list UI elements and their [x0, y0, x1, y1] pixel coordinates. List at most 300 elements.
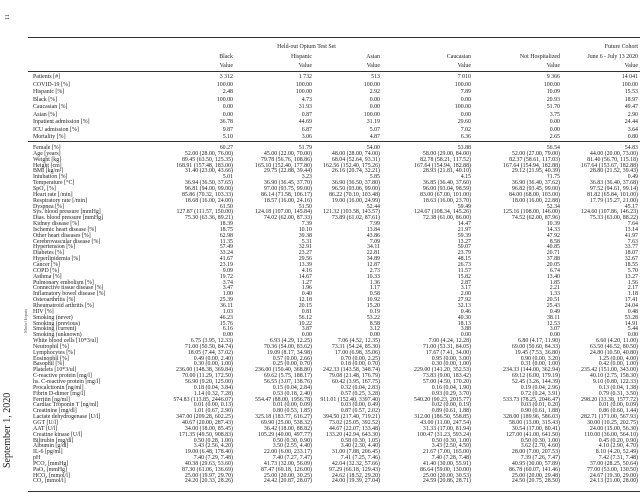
cell-value: 24.13 (21.00, 28.00): [589, 478, 638, 485]
cell-value: 0.49: [627, 174, 638, 181]
cell-value: 6.93 (4.29, 12.25): [269, 338, 312, 345]
cell-value: 0.89 (0.61, 1.88): [431, 408, 471, 415]
cell-value: 42.04 (32.32, 57.66): [331, 460, 380, 467]
cell-value: 5.44: [627, 326, 638, 333]
row-label: Dias. blood pressure [mmHg]: [33, 215, 104, 222]
cell-value: 85.86 (70.32, 103.33): [181, 191, 233, 198]
cell-value: 33.77: [624, 244, 638, 251]
cell-value: 4.73: [301, 96, 312, 103]
cell-value: 52.44: [366, 203, 380, 210]
cell-value: 0.57 (0.25, 3.28): [340, 390, 380, 397]
column-subheader: Value: [457, 63, 471, 69]
cell-value: 4.87: [369, 134, 380, 140]
cell-value: 10.33: [366, 273, 380, 280]
row-label: Asian [%]: [33, 111, 58, 118]
row-label: Diabetes [%]: [33, 250, 64, 257]
cell-value: 73.83 (9.00, 183.42): [422, 373, 471, 380]
cell-value: 57.49: [219, 244, 233, 251]
row-label: Cerebrovascular disease [%]: [33, 238, 101, 245]
column-header: Black: [219, 54, 233, 60]
cell-value: 1.17: [369, 285, 380, 292]
cell-value: 18.63 (16.00, 23.70): [422, 197, 471, 204]
cell-value: 236.00 (148.38, 369.84): [176, 367, 233, 374]
cell-value: 100.00: [621, 81, 638, 88]
cell-value: 540.20 (90.23, 2015.77): [414, 396, 471, 403]
cell-value: 5.01: [222, 174, 233, 181]
row-label: Smoking (never): [33, 314, 73, 321]
cell-value: 71.00 (53.31, 84.05): [422, 343, 471, 350]
cell-value: 1.27: [301, 279, 312, 286]
cell-value: 9.10 (0.80, 122.33): [592, 379, 638, 385]
cell-value: 0.80 (0.53, 1.85): [272, 408, 312, 415]
cell-value: 7.42 (7.31, 7.48): [598, 455, 638, 462]
row-label: COVID-19 [%]: [33, 81, 70, 88]
cell-value: 124.67 (108.34, 145.26): [414, 209, 471, 216]
cell-value: 77.00 (53.00, 130.50): [586, 466, 638, 473]
cell-value: 53.88: [457, 145, 471, 151]
cell-value: 62.98: [219, 232, 233, 239]
cell-value: 56.90 (9.20, 125.00): [184, 379, 233, 385]
cell-value: 282.71 (171.00, 567.93): [581, 414, 638, 421]
cell-value: 3.17: [460, 285, 471, 292]
row-label: GGT [U/l]: [33, 419, 58, 426]
cell-value: 96.50 (93.06, 99.00): [331, 185, 380, 192]
cell-value: 28.93 (21.81, 40.10): [422, 168, 471, 175]
row-label: Bilirubin [mg/dl]: [33, 437, 74, 444]
row-label: Ischemic heart disease [%]: [33, 226, 97, 233]
cell-value: 7.39: [301, 221, 312, 228]
cell-value: 11.57: [457, 267, 471, 274]
cell-value: 74.52 (62.00, 87.96): [511, 215, 560, 222]
cell-value: 8.10 (4.20, 52.49): [595, 449, 638, 456]
cell-value: 32.91: [298, 244, 312, 251]
cell-value: 4.15: [460, 174, 471, 181]
cell-value: 27.92: [457, 297, 471, 304]
cell-value: 1.03: [222, 308, 233, 315]
cell-value: 29.75 (22.88, 39.44): [263, 168, 312, 175]
row-label: Female [%]: [33, 145, 61, 151]
cell-value: 110.00 (36.00, 564.10): [584, 431, 638, 438]
cell-value: 15.76: [219, 320, 233, 327]
row-label: Heart rate [/min]: [33, 191, 73, 198]
cell-value: 298.20 (33.38, 1577.72): [581, 396, 638, 403]
cell-value: 36.78: [219, 119, 233, 125]
row-label: Hyperlipidemia [%]: [33, 256, 81, 263]
cell-value: 36.42 (18.00, 88.82): [263, 425, 312, 432]
cell-value: 60.27: [219, 145, 233, 151]
cell-value: 3 312: [219, 74, 233, 80]
cell-value: 60.42 (3.95, 167.75): [331, 379, 380, 385]
cell-value: 59.49: [457, 203, 471, 210]
cell-value: 513: [371, 74, 380, 80]
cell-value: 41.73 (32.00, 56.09): [263, 460, 312, 467]
cell-value: 7.89: [460, 89, 471, 95]
row-label: Kidney disease [%]: [33, 221, 80, 228]
table-row: [0, 74, 640, 80]
cell-value: 394.50 (217.40, 719.21): [323, 414, 380, 421]
cell-value: 24.62 (18.52, 29.20): [331, 472, 380, 479]
cell-value: 24.50 (20.75, 28.50): [511, 478, 560, 485]
cell-value: 32.13: [457, 302, 471, 309]
cell-value: 2.92: [369, 89, 380, 95]
cell-value: 13.84: [366, 226, 380, 233]
cell-value: 20.15: [298, 302, 312, 309]
cell-value: 18.07: [624, 250, 638, 257]
cell-value: 0.00: [222, 332, 233, 339]
row-label: White blood cells [10*3/ul]: [33, 338, 98, 345]
cell-value: 30.54 (17.00, 80.41): [511, 425, 560, 432]
cell-value: 0.49: [549, 308, 560, 315]
cell-value: 0.32 (0.04, 2.83): [340, 384, 380, 391]
cell-value: 44.69: [298, 119, 312, 125]
column-subheader: Value: [219, 63, 233, 69]
cell-value: 1.14 (0.32, 7.28): [193, 390, 233, 397]
cell-value: 0.00: [222, 104, 233, 110]
cell-value: 87.30 (61.06, 136.69): [181, 466, 233, 473]
cell-value: 0.53 (0.18, 2.40): [272, 390, 312, 397]
cell-value: 34.11: [366, 244, 380, 251]
cell-value: 25.43: [546, 302, 560, 309]
cell-value: 0.00: [627, 332, 638, 339]
cell-value: 21.97: [457, 226, 471, 233]
cell-value: 97.29 (66.18, 129.43): [328, 466, 380, 473]
cell-value: 84.00 (68.00, 103.00): [508, 191, 560, 198]
cell-value: 3.64: [627, 126, 638, 133]
row-label: Platelets [10*3/ul]: [33, 367, 77, 374]
cell-value: 3.43 (2.56, 4.20): [193, 443, 233, 450]
cell-value: 26.16 (20.74, 32.21): [331, 168, 380, 175]
cell-value: 7.41 (7.25, 7.46): [340, 455, 380, 462]
row-label: pH: [33, 455, 41, 462]
cell-value: 0.01 (0.00, 0.13): [193, 402, 233, 409]
cell-value: 236.00 (150.40, 368.80): [255, 367, 312, 374]
row-label: HIV [%]: [33, 308, 54, 315]
cell-value: 29.12 (21.95, 40.39): [511, 168, 560, 175]
cell-value: 19.00 (16.00, 24.99): [331, 197, 380, 204]
cell-value: 36.83 (36.40, 37.68): [589, 180, 638, 187]
cell-value: 5.85: [369, 174, 380, 181]
cell-value: 9.87: [222, 126, 233, 133]
future-cohort-range: June 6 - July 13 2020: [587, 54, 638, 60]
cell-value: 0.16 (0.04, 1.90): [431, 384, 471, 391]
cell-value: 0.31 (0.00, 1.00): [520, 361, 560, 368]
cell-value: 70.00 (11.29, 172.50): [182, 373, 233, 380]
cell-value: 13.27: [624, 273, 638, 280]
cell-value: 44.67 (22.07, 133.48): [328, 425, 380, 432]
column-subheader: Value: [366, 63, 380, 69]
cell-value: 52.34: [546, 203, 560, 210]
cell-value: 40.30: [457, 314, 471, 321]
row-label: Albumin [g/dl]: [33, 443, 69, 450]
column-header: Caucasian: [446, 54, 471, 60]
cell-value: 49.47: [624, 104, 638, 110]
cell-value: 29.60: [457, 119, 471, 125]
section-label-model-inputs: Model Inputs: [23, 308, 28, 333]
cell-value: 19.00 (6.48, 178.40): [184, 449, 233, 456]
cell-value: 167.64 (154.94, 182.88): [503, 162, 560, 169]
table-row: [0, 478, 640, 484]
cell-value: 0.00: [301, 332, 312, 339]
cell-value: 21.67 (7.00, 165.00): [422, 449, 471, 456]
cell-value: 52.00 (28.00, 76.00): [184, 150, 233, 157]
cell-value: 7.00 (4.24, 12.28): [428, 338, 471, 345]
cell-value: 7.06 (4.52, 12.35): [337, 338, 380, 345]
cell-value: 87.47 (60.18, 126.00): [260, 466, 312, 473]
cell-value: 45.00 (22.00, 70.00): [263, 150, 312, 157]
cell-value: 53.22: [366, 314, 380, 321]
cell-value: 3.40 (2.30, 4.40): [340, 443, 380, 450]
row-label: Asthma [%]: [33, 273, 62, 280]
cell-value: 11.35: [219, 238, 233, 245]
cell-value: 19.09 (8.17, 34.98): [266, 349, 312, 356]
cell-value: 1.01 (0.67, 2.90): [193, 408, 233, 415]
cell-value: 37.88: [546, 256, 560, 263]
cell-value: 3.47: [222, 285, 233, 292]
cell-value: 0.50 (0.30, 0.90): [272, 437, 312, 444]
row-label: Respiratory rate [/min]: [33, 197, 87, 204]
cell-value: 5.07: [369, 126, 380, 133]
row-label: Hispanic [%]: [33, 89, 65, 95]
cell-value: 100.00: [295, 81, 312, 88]
cell-value: 17.41: [624, 297, 638, 304]
cell-value: 97.52 (94.61, 99.14): [589, 185, 638, 192]
cell-value: 3.12: [369, 326, 380, 333]
cell-value: 0.87 (0.57, 2.02): [340, 408, 380, 415]
cell-value: 3.43 (2.50, 4.50): [431, 443, 471, 450]
row-label: Dyspnea [%]: [33, 203, 64, 210]
cell-value: 0.72 (0.24, 3.91): [520, 390, 560, 397]
cell-value: 3.07: [549, 326, 560, 333]
cell-value: 0.50 (0.30, 1.00): [431, 437, 471, 444]
row-label: SpO₂ [%]: [33, 185, 56, 192]
row-label: Smoking (previous): [33, 320, 80, 327]
row-label: COPD [%]: [33, 267, 60, 274]
cell-value: 20.93: [546, 96, 560, 103]
cell-value: 17.79 (15.27, 21.00): [589, 197, 638, 204]
column-header: Asian: [366, 54, 380, 60]
cell-value: 124.60 (107.86, 146.23): [581, 209, 638, 216]
table-row: [0, 112, 640, 118]
cell-value: 8.58: [549, 238, 560, 245]
row-label: Procalcitonin [ng/ml]: [33, 384, 84, 391]
table-bottom-rule: [28, 491, 640, 492]
cell-value: 81.82 (65.84, 101.00): [586, 191, 638, 198]
cell-value: 41.40 (30.00, 55.91): [422, 460, 471, 467]
table-row: [0, 119, 640, 125]
cell-value: 40.67 (20.00, 287.43): [181, 419, 233, 426]
cell-value: 18.97: [624, 96, 638, 103]
cell-value: 74.02 (62.00, 87.33): [263, 215, 312, 222]
cell-value: 0.57 (0.00, 2.66): [272, 355, 312, 362]
cell-value: 86.22 (70.10, 103.48): [328, 191, 380, 198]
cell-value: 24.67 (19.30, 29.00): [589, 472, 638, 479]
cell-value: 81.40 (56.70, 115.18): [587, 156, 638, 163]
row-label: C-reactive protein [mg/l]: [33, 373, 92, 380]
cell-value: 0.90 (0.61, 1.88): [520, 408, 560, 415]
cell-value: 29.56: [298, 256, 312, 263]
cell-value: 79.08 (21.48, 176.79): [328, 373, 380, 380]
cell-value: 56.55 (3.07, 138.76): [263, 379, 312, 385]
cell-value: 9.09: [222, 267, 233, 274]
cell-value: 100.47 (31.23, 593.24): [417, 431, 471, 438]
cell-value: 0.50 (0.28, 1.00): [193, 437, 233, 444]
cell-value: 167.64 (154.94, 182.88): [414, 162, 471, 169]
cell-value: 23.79: [457, 250, 471, 257]
cell-value: 6.74: [549, 267, 560, 274]
cell-value: 0.81: [301, 308, 312, 315]
row-label: ICU admission [%]: [33, 126, 79, 133]
cell-value: 51.50: [298, 203, 312, 210]
row-label: Cardiac Troponin T [ng/ml]: [33, 402, 99, 409]
cell-value: 14.67: [298, 273, 312, 280]
cell-value: 5.70: [627, 267, 638, 274]
cell-value: 100.00: [363, 111, 380, 118]
cell-value: 86.78 (60.07, 141.46): [508, 466, 560, 473]
cell-value: 1.96: [301, 285, 312, 292]
cell-value: 73.31 (54.24, 85.30): [331, 343, 380, 350]
cell-value: 325.18 (183.77, 616.27): [255, 414, 312, 421]
cell-value: 14 041: [621, 74, 638, 80]
cell-value: 3.75: [549, 111, 560, 118]
cell-value: 22.00 (6.00, 233.17): [263, 449, 312, 456]
cell-value: 13.14: [624, 226, 638, 233]
cell-value: 0.03 (0.01, 0.20): [520, 402, 560, 409]
cell-value: 12.87: [366, 262, 380, 268]
cell-value: 23.27: [298, 250, 312, 257]
table-row: [0, 89, 640, 95]
cell-value: 12.18: [298, 297, 312, 304]
cell-value: 43.00 (11.00, 247.54): [420, 419, 471, 426]
cell-value: 0.00: [460, 111, 471, 118]
cell-value: 24.00 (15.00, 56.30): [589, 425, 638, 432]
cell-value: 2.21: [549, 285, 560, 292]
cell-value: 0.13 (0.04, 1.38): [598, 384, 638, 391]
cell-value: 1.00: [222, 291, 233, 298]
cell-value: 9 366: [546, 74, 560, 80]
row-label: Connective tissue disease [%]: [33, 285, 104, 292]
cell-value: 0.86 (0.60, 1.44): [598, 408, 638, 415]
cell-value: 0.19: [369, 308, 380, 315]
row-label: Sys. blood pressure [mmHg]: [33, 209, 101, 216]
header-rule: [28, 71, 640, 72]
row-label: Intubation [%]: [33, 174, 68, 181]
cell-value: 52.00 (27.00, 79.00): [511, 150, 560, 157]
cell-value: 48.00 (28.00, 74.00): [331, 150, 380, 157]
cell-value: 22.81: [366, 250, 380, 257]
cell-value: 0.49 (0.00, 2.40): [193, 355, 233, 362]
row-label: CO₂ [mmol/l]: [33, 478, 66, 485]
cell-value: 18.39: [219, 221, 233, 228]
cell-value: 0.93 (0.29, 3.70): [431, 390, 471, 397]
cell-value: 58.00 (13.00, 315.43): [508, 419, 560, 426]
cell-value: 0.00: [222, 111, 233, 118]
cell-value: 18.68 (16.00, 24.00): [184, 197, 233, 204]
cell-value: 24.00 (19.39, 27.04): [331, 478, 380, 485]
cell-value: 3.06: [301, 134, 312, 140]
cell-value: 6.87: [301, 126, 312, 133]
cell-value: 25.00 (20.00, 30.53): [422, 472, 471, 479]
cell-value: 38.11: [546, 314, 560, 321]
cell-value: 36.94 (36.50, 37.65): [184, 180, 233, 187]
cell-value: 6.60 (4.20, 11.00): [596, 338, 638, 345]
cell-value: 127.00 (41.00, 641.50): [506, 431, 560, 438]
cell-value: 37.00 (28.25, 50.64): [589, 460, 638, 467]
cell-value: 24.44: [624, 119, 638, 125]
page-date: September 1, 2020: [2, 392, 13, 468]
cell-value: 4.10 (2.90, 4.70): [598, 443, 638, 450]
cell-value: 73.02 (25.05, 392.52): [328, 419, 380, 426]
cell-value: 0.00: [549, 126, 560, 133]
cell-value: 0.40: [301, 291, 312, 298]
cell-value: 168.91 (157.48, 183.00): [176, 162, 233, 169]
cell-value: 70.36 (54.00, 83.62): [263, 343, 312, 350]
cell-value: 1.85: [549, 279, 560, 286]
cell-value: 73.89 (61.02, 87.61): [331, 215, 380, 222]
cell-value: 34.89: [366, 256, 380, 263]
row-label: Cancer [%]: [33, 262, 60, 268]
cell-value: 1.25 (0.00, 4.00): [598, 355, 638, 362]
cell-value: 6.80 (4.17, 11.90): [518, 338, 560, 345]
cell-value: 2.65: [549, 134, 560, 140]
cell-value: 0.18 (0.00, 0.70): [340, 361, 380, 368]
cell-value: 1.33: [549, 291, 560, 298]
cell-value: 18.00 (16.00, 22.88): [511, 197, 560, 204]
cell-value: 57.00 (4.50, 170.20): [422, 379, 471, 385]
cell-value: 0.00: [460, 332, 471, 339]
column-header: Not Hospitalized: [519, 54, 560, 60]
cell-value: 127.87 (111.57, 150.00): [176, 209, 233, 216]
future-cohort-title: Future Cohort: [604, 44, 638, 50]
cell-value: 33.24: [219, 250, 233, 257]
cell-value: 328.00 (189.96, 586.03): [503, 414, 560, 421]
table-row: [0, 104, 640, 110]
cell-value: 41.67: [219, 256, 233, 263]
column-subheader: Value: [298, 63, 312, 69]
cell-value: 45.17: [624, 203, 638, 210]
cell-value: 167.64 (153.67, 182.88): [581, 162, 638, 169]
cell-value: 18.05 (7.44, 37.02): [187, 349, 233, 356]
cell-value: 13.39: [298, 262, 312, 268]
cell-value: 44.00 (20.00, 73.00): [589, 150, 638, 157]
cell-value: 14.33: [546, 226, 560, 233]
cell-value: 69.90 (25.00, 538.32): [260, 419, 312, 426]
cell-value: 7.63: [627, 238, 638, 245]
cell-value: 25.00 (19.97, 29.70): [184, 472, 233, 479]
cell-value: 24.42 (20.87, 28.07): [263, 478, 312, 485]
cell-value: 14.47: [457, 221, 471, 228]
cell-value: 40.38 (29.63, 53.60): [184, 460, 233, 467]
cell-value: 125.16 (108.00, 146.00): [503, 209, 560, 216]
cell-value: 18.13: [457, 320, 471, 327]
cell-value: 3.88: [460, 326, 471, 333]
cell-value: 0.01 (0.00, 0.09): [272, 402, 312, 409]
cell-value: 10.92: [366, 297, 380, 304]
cell-value: 0.00: [369, 96, 380, 103]
cell-value: 1 732: [298, 74, 312, 80]
cell-value: 3.74: [222, 279, 233, 286]
cell-value: 533.73 (78.25, 2046.47): [503, 396, 560, 403]
cell-value: 0.02 (0.00, 0.19): [431, 402, 471, 409]
cell-value: 13.40: [546, 273, 560, 280]
cell-value: 56.12: [298, 314, 312, 321]
cell-value: 6.75 (3.95, 12.33): [190, 338, 233, 345]
cell-value: 97.00 (93.75, 99.00): [263, 185, 312, 192]
cell-value: 911.01 (152.40, 3397.40): [320, 396, 380, 403]
cell-value: 0.19 (0.04, 2.96): [520, 384, 560, 391]
row-label: Creatinine [mg/dl]: [33, 408, 77, 415]
cell-value: 86.64 (59.00, 130.00): [419, 466, 471, 473]
cell-value: 312.00 (186.50, 558.85): [414, 414, 471, 421]
